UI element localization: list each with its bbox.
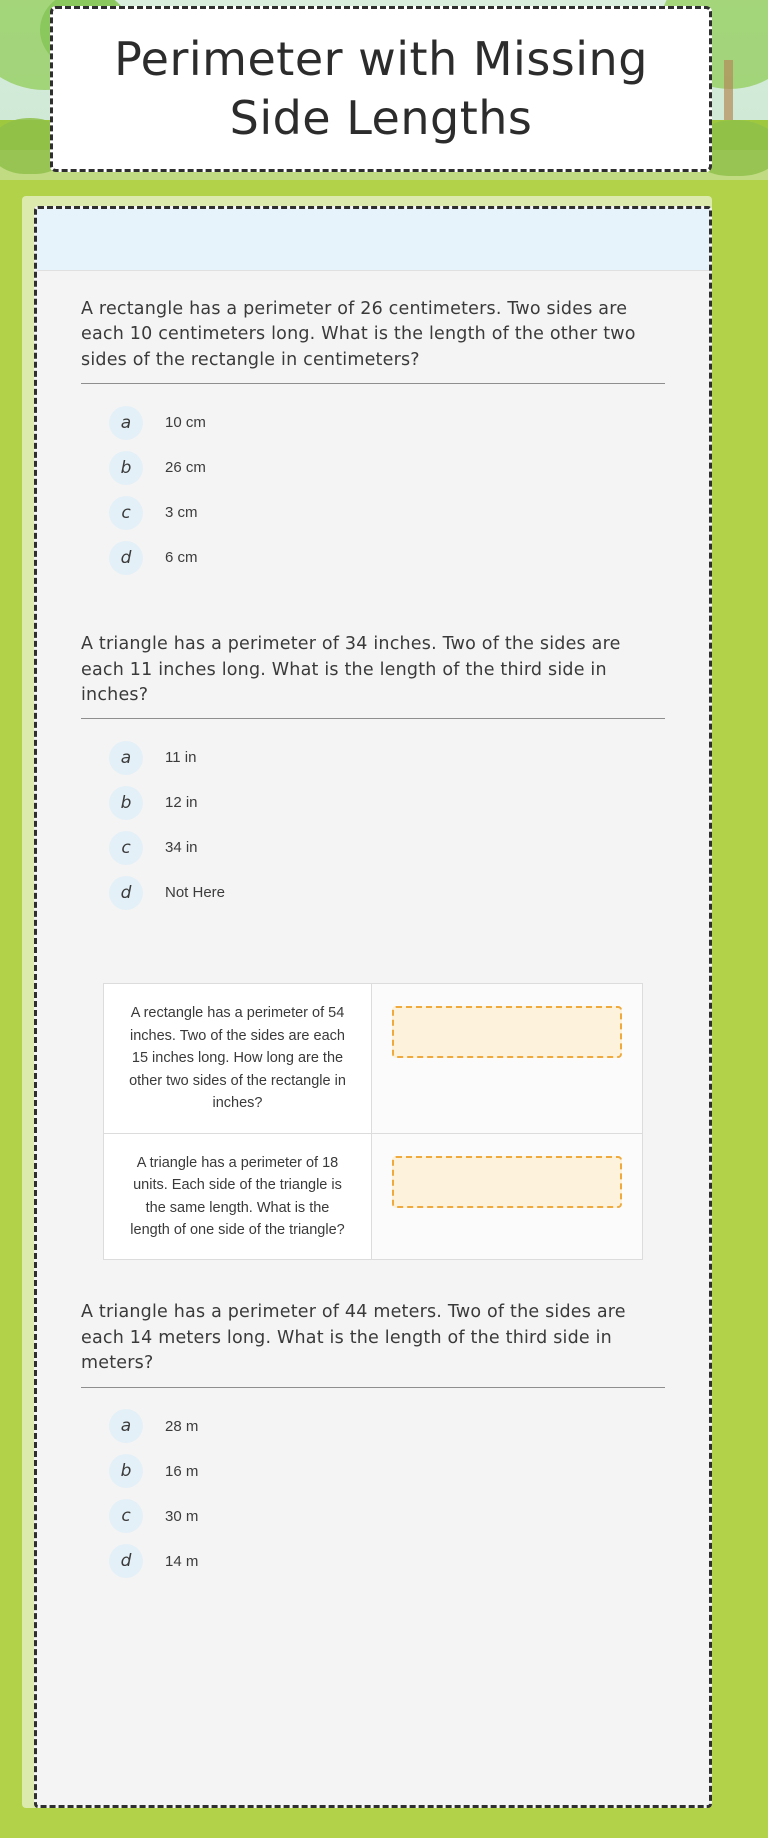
question-block-2 bbox=[81, 632, 665, 915]
choice-label: Not Here bbox=[165, 884, 226, 902]
table-row bbox=[104, 1134, 642, 1260]
choice-key-bubble[interactable]: d bbox=[109, 541, 143, 575]
question-text: A triangle has a perimeter of 34 inches. Two of the sides are each 11 inches long. What is the length of the third side in inches? bbox=[81, 634, 621, 705]
choice-label: 16 m bbox=[165, 1462, 199, 1480]
choice-label: 3 cm bbox=[165, 504, 198, 522]
sheet-header-band bbox=[37, 209, 709, 271]
question-divider bbox=[81, 718, 665, 719]
choice-option[interactable] bbox=[109, 1494, 665, 1539]
choice-key-bubble[interactable]: c bbox=[109, 1499, 143, 1533]
choice-label: 30 m bbox=[165, 1507, 199, 1525]
choice-list bbox=[81, 735, 665, 915]
choice-key-bubble[interactable]: a bbox=[109, 406, 143, 440]
choice-label: 6 cm bbox=[165, 549, 198, 567]
choice-key-bubble[interactable]: d bbox=[109, 876, 143, 910]
choice-label: 11 in bbox=[165, 749, 197, 767]
answer-drop-zone[interactable] bbox=[392, 1156, 622, 1208]
choice-option[interactable] bbox=[109, 535, 665, 580]
choice-option[interactable] bbox=[109, 870, 665, 915]
choice-key-bubble[interactable]: c bbox=[109, 831, 143, 865]
worksheet-sheet bbox=[34, 206, 712, 1808]
choice-key-bubble[interactable]: b bbox=[109, 1454, 143, 1488]
question-block-3 bbox=[81, 1300, 665, 1583]
section-spacer bbox=[81, 949, 665, 967]
choice-option[interactable] bbox=[109, 1539, 665, 1584]
worksheet-title-card bbox=[50, 6, 712, 172]
choice-option[interactable] bbox=[109, 490, 665, 535]
question-text: A triangle has a perimeter of 44 meters. Two of the sides are each 14 meters long. What is the length of the third side in meters? bbox=[81, 1302, 626, 1374]
page-title: Perimeter with Missing Side Lengths bbox=[114, 32, 648, 145]
choice-option[interactable] bbox=[109, 1404, 665, 1449]
choice-option[interactable] bbox=[109, 400, 665, 445]
question-block-1 bbox=[81, 297, 665, 580]
choice-key-bubble[interactable]: a bbox=[109, 1409, 143, 1443]
question-divider bbox=[81, 1387, 665, 1388]
match-prompt: A triangle has a perimeter of 18 units. Each side of the triangle is the same length. What is the length of one side of the triangle? bbox=[104, 1134, 372, 1260]
choice-option[interactable] bbox=[109, 780, 665, 825]
choice-key-bubble[interactable]: b bbox=[109, 786, 143, 820]
match-answer-cell bbox=[372, 1134, 642, 1260]
question-text: A rectangle has a perimeter of 26 centimeters. Two sides are each 10 centimeters long. What is the length of the other two sides of the rectangle in centimeters? bbox=[81, 299, 636, 370]
choice-option[interactable] bbox=[109, 735, 665, 780]
sheet-body bbox=[37, 271, 709, 1638]
question-divider bbox=[81, 383, 665, 384]
choice-key-bubble[interactable]: d bbox=[109, 1544, 143, 1578]
choice-list bbox=[81, 400, 665, 580]
section-spacer bbox=[81, 614, 665, 632]
choice-label: 34 in bbox=[165, 839, 198, 857]
answer-drop-zone[interactable] bbox=[392, 1006, 622, 1058]
choice-label: 10 cm bbox=[165, 414, 206, 432]
choice-key-bubble[interactable]: b bbox=[109, 451, 143, 485]
choice-list bbox=[81, 1404, 665, 1584]
table-row bbox=[104, 984, 642, 1133]
choice-option[interactable] bbox=[109, 825, 665, 870]
choice-label: 12 in bbox=[165, 794, 198, 812]
match-answer-cell bbox=[372, 984, 642, 1132]
choice-key-bubble[interactable]: c bbox=[109, 496, 143, 530]
choice-option[interactable] bbox=[109, 445, 665, 490]
choice-option[interactable] bbox=[109, 1449, 665, 1494]
choice-label: 28 m bbox=[165, 1417, 199, 1435]
choice-key-bubble[interactable]: a bbox=[109, 741, 143, 775]
choice-label: 14 m bbox=[165, 1552, 199, 1570]
match-prompt: A rectangle has a perimeter of 54 inches. Two of the sides are each 15 inches long. How long are the other two sides of the rectangle in inches? bbox=[104, 984, 372, 1132]
match-table bbox=[103, 983, 643, 1260]
choice-label: 26 cm bbox=[165, 459, 206, 477]
